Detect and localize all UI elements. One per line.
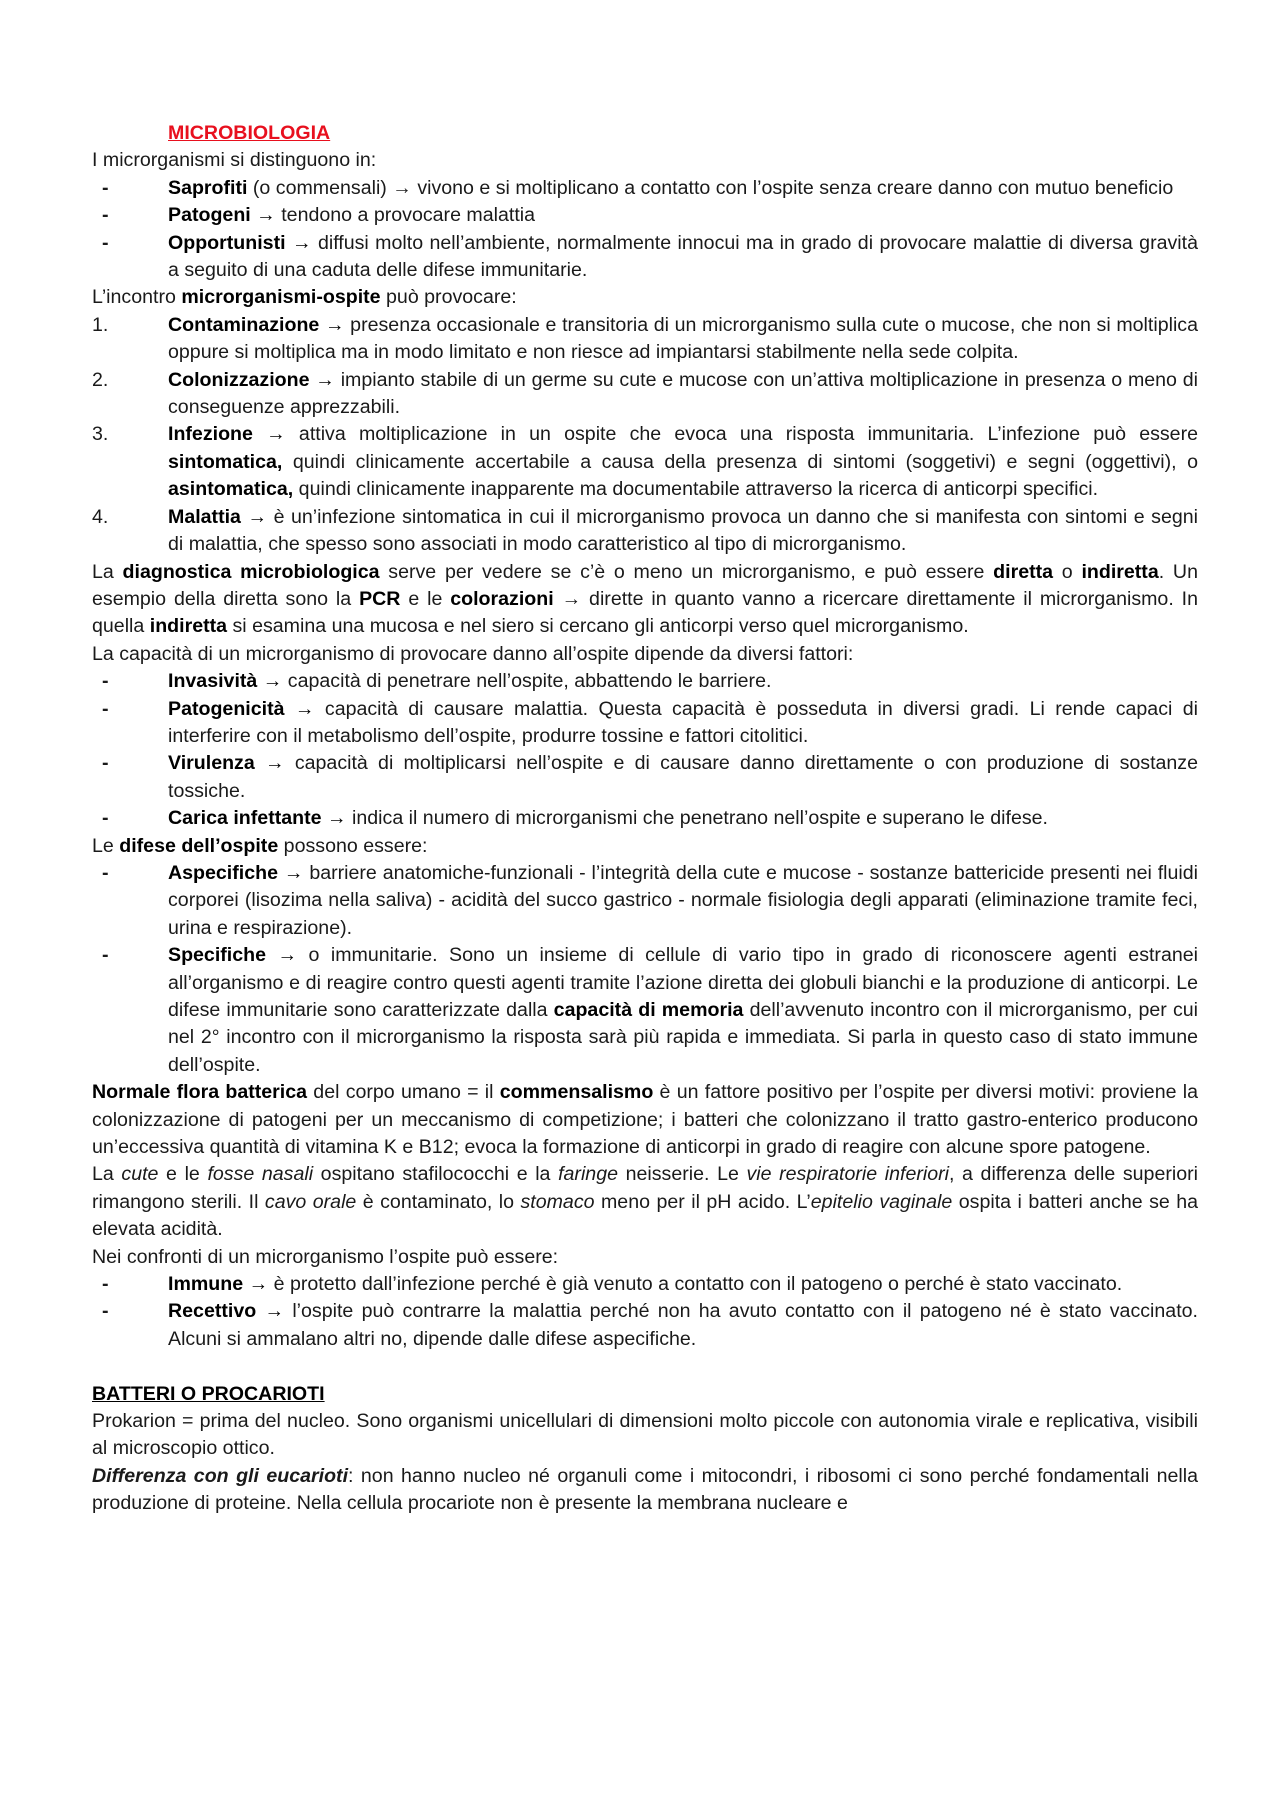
term: Colonizzazione → <box>168 368 335 391</box>
section-heading: BATTERI O PROCARIOTI <box>92 1382 325 1405</box>
item-text: barriere anatomiche-funzionali - l’integrità della cute e mucose - sostanze battericide presenti nei fluidi corporei (lisozima nella saliva) - acidità del succo gastrico - normale fisiologia degli apparati (eliminazione tramite feci, urina e respirazione). <box>168 861 1198 939</box>
host-intro: Nei confronti di un microrganismo l’ospite può essere: <box>92 1245 559 1268</box>
term: Differenza con gli eucarioti <box>92 1464 349 1487</box>
text: può provocare: <box>380 286 517 309</box>
list-marker: 2. <box>92 368 109 391</box>
capacity-intro: La capacità di un microrganismo di provocare danno all’ospite dipende da diversi fattori: <box>92 642 854 665</box>
item-text: indica il numero di microrganismi che penetrano nell’ospite e superano le difese. <box>346 807 1048 830</box>
list-marker: - <box>102 231 109 254</box>
text: o <box>1053 560 1082 583</box>
list-item <box>92 504 1198 559</box>
text: → dirette in quanto vanno a ricercare direttamente il microrganismo. In quella <box>92 587 1198 638</box>
intro-text: I microrganismi si distinguono in: <box>92 149 377 172</box>
item-text: capacità di penetrare nell’ospite, abbattendo le barriere. <box>282 670 772 693</box>
list-marker: - <box>102 670 109 693</box>
term: Recettivo → <box>168 1300 285 1323</box>
sites-paragraph <box>92 1161 1198 1243</box>
flora-paragraph <box>92 1079 1198 1161</box>
term: Immune → <box>168 1273 269 1296</box>
text: o immunitarie. Sono un insieme di cellule di vario tipo in grado di riconoscere agenti estranei all’organismo e di reagire contro questi agenti tramite l’azione diretta dei globuli bianchi e la produzione di anticorpi. Le difese immunitarie sono caratterizzate dalla <box>168 944 1199 1021</box>
text: e le <box>158 1163 208 1186</box>
text: dell’avvenuto incontro con il microrganismo, per cui nel 2° incontro con il microrganismo la risposta sarà più rapida e immediata. Si parla in questo caso di stato immune dell’ospite. <box>168 999 1198 1076</box>
text: è contaminato, lo <box>356 1190 521 1213</box>
text: del corpo umano = il <box>307 1081 500 1104</box>
term: Patogenicità → <box>168 697 315 720</box>
text: neisserie. Le <box>618 1163 747 1186</box>
text: Le <box>92 834 120 857</box>
text: . Un esempio della diretta sono la <box>92 560 1198 610</box>
list-item <box>92 805 1198 832</box>
text: e le <box>400 587 451 610</box>
text: attiva moltiplicazione in un ospite che evoca una risposta immunitaria. L’infezione può essere <box>285 423 1199 446</box>
term: Contaminazione → <box>168 313 345 336</box>
term: Aspecifiche → <box>168 861 304 884</box>
document-page <box>92 120 1198 1518</box>
term: fosse nasali <box>207 1163 314 1186</box>
list-item <box>92 860 1198 942</box>
list-item <box>92 696 1198 751</box>
term: Virulenza → <box>168 752 285 775</box>
text: è un fattore positivo per l’ospite per diversi motivi: proviene la colonizzazione di patogeni per un meccanismo di competizione; i batteri che colonizzano il tratto gastro-enterico producono un’eccessiva quantità di vitamina K e B12; evoca la formazione di anticorpi in grado di reagire con alcune spore patogene. <box>92 1081 1198 1159</box>
list-item <box>92 1271 1198 1298</box>
item-text: impianto stabile di un germe su cute e mucose con un’attiva moltiplicazione in presenza o meno di conseguenze apprezzabili. <box>168 368 1199 419</box>
term: diretta <box>993 560 1054 583</box>
text: quindi clinicamente accertabile a causa della presenza di sintomi (soggetivi) e segni (oggettivi), o <box>282 450 1198 473</box>
text: meno per il pH acido. L’ <box>594 1190 811 1213</box>
term: asintomatica, <box>168 478 294 501</box>
text: La <box>92 560 123 583</box>
term: Saprofiti <box>168 176 248 199</box>
term: Infezione → <box>168 423 286 446</box>
encounter-text <box>92 284 1198 311</box>
list-marker: - <box>102 1300 109 1323</box>
list-marker: - <box>102 944 109 967</box>
text: , a differenza delle superiori rimangono sterili. Il <box>92 1163 1199 1213</box>
term: Opportunisti → <box>168 231 312 254</box>
list-item <box>92 202 1198 229</box>
item-text: presenza occasionale e transitoria di un microrganismo sulla cute o mucose, che non si moltiplica oppure si moltiplica ma in modo limitato e non riesce ad impiantarsi stabilmente nella sede colpita. <box>168 313 1198 364</box>
term: indiretta <box>149 615 228 638</box>
list-marker: - <box>102 697 109 720</box>
term: Invasività → <box>168 670 283 693</box>
text: ospitano stafilococchi e la <box>313 1163 559 1186</box>
item-text: capacità di causare malattia. Questa capacità è posseduta in diversi gradi. Li rende capaci di interferire con il metabolismo dell’ospite, produrre tossine e fattori citolitici. <box>168 697 1198 747</box>
term: sintomatica, <box>168 450 283 473</box>
item-text: (o commensali) → vivono e si moltiplicano a contatto con l’ospite senza creare danno con mutuo beneficio <box>247 176 1174 199</box>
list-marker: - <box>102 1273 109 1296</box>
text: serve per vedere se c’è o meno un microrganismo, e può essere <box>379 560 994 583</box>
text: La <box>92 1163 122 1186</box>
list-marker: - <box>102 861 109 884</box>
list-item <box>92 421 1198 503</box>
list-marker: - <box>102 176 109 199</box>
item-text: capacità di moltiplicarsi nell’ospite e di causare danno direttamente o con produzione di sostanze tossiche. <box>168 752 1198 802</box>
text: si esamina una mucosa e nel siero si cercano gli anticorpi verso quel microrganismo. <box>227 615 969 638</box>
list-item <box>92 1298 1198 1353</box>
text: L’incontro <box>92 286 182 309</box>
term: diagnostica microbiologica <box>122 560 380 583</box>
term: Malattia → <box>168 505 268 528</box>
list-item <box>92 942 1198 1079</box>
item-text: diffusi molto nell’ambiente, normalmente innocui ma in grado di provocare malattie di diversa gravità a seguito di una caduta delle difese immunitarie. <box>168 231 1198 282</box>
list-marker: - <box>102 752 109 775</box>
list-item <box>92 750 1198 805</box>
term: Normale flora batterica <box>92 1081 308 1104</box>
prokaryote-paragraph: Prokarion = prima del nucleo. Sono organismi unicellulari di dimensioni molto piccole con autonomia virale e replicativa, visibili al microscopio ottico. <box>92 1410 1198 1460</box>
term: PCR <box>359 587 401 610</box>
term: capacità di memoria <box>553 999 744 1021</box>
term: commensalismo <box>499 1081 654 1104</box>
list-item <box>92 367 1198 422</box>
term: cavo orale <box>264 1190 357 1213</box>
list-item <box>92 175 1198 202</box>
term: Carica infettante → <box>168 807 347 830</box>
text: possono essere: <box>278 834 428 857</box>
term: Specifiche → <box>168 944 298 967</box>
term: faringe <box>558 1163 618 1186</box>
page-title: MICROBIOLOGIA <box>168 122 331 144</box>
list-item <box>92 668 1198 695</box>
list-item <box>92 312 1198 367</box>
term: difese dell’ospite <box>119 834 279 857</box>
term: stomaco <box>520 1190 595 1213</box>
term: Patogeni → <box>168 204 276 227</box>
list-marker: 4. <box>92 505 109 528</box>
term: microrganismi-ospite <box>181 286 381 309</box>
text: : non hanno nucleo né organuli come i mitocondri, i ribosomi ci sono perché fondamentali nella produzione di proteine. Nella cellula procariote non è presente la membrana nucleare e <box>92 1464 1199 1515</box>
list-marker: - <box>102 807 109 830</box>
list-item <box>92 230 1198 285</box>
defenses-intro <box>92 833 1198 860</box>
item-text: tendono a provocare malattia <box>275 204 536 227</box>
list-marker: 1. <box>92 313 109 336</box>
term: colorazioni <box>450 587 554 610</box>
text: quindi clinicamente inapparente ma documentabile attraverso la ricerca di anticorpi specifici. <box>293 478 1099 501</box>
difference-paragraph <box>92 1463 1198 1518</box>
diagnostics-paragraph <box>92 559 1198 641</box>
item-text: è un’infezione sintomatica in cui il microrganismo provoca un danno che si manifesta con sintomi e segni di malattia, che spesso sono associati in modo caratteristico al tipo di microrganismo. <box>168 505 1198 556</box>
item-text: l’ospite può contrarre la malattia perché non ha avuto contatto con il patogeno né è stato vaccinato. Alcuni si ammalano altri no, dipende dalle difese aspecifiche. <box>168 1300 1198 1350</box>
term: vie respiratorie inferiori <box>746 1163 949 1186</box>
text: ospita i batteri anche se ha elevata acidità. <box>92 1190 1199 1241</box>
term: indiretta <box>1081 560 1159 583</box>
term: cute <box>121 1163 159 1186</box>
list-marker: 3. <box>92 423 109 446</box>
term: epitelio vaginale <box>810 1190 953 1213</box>
item-text: è protetto dall’infezione perché è già venuto a contatto con il patogeno o perché è stato vaccinato. <box>268 1273 1123 1296</box>
list-marker: - <box>102 204 109 227</box>
